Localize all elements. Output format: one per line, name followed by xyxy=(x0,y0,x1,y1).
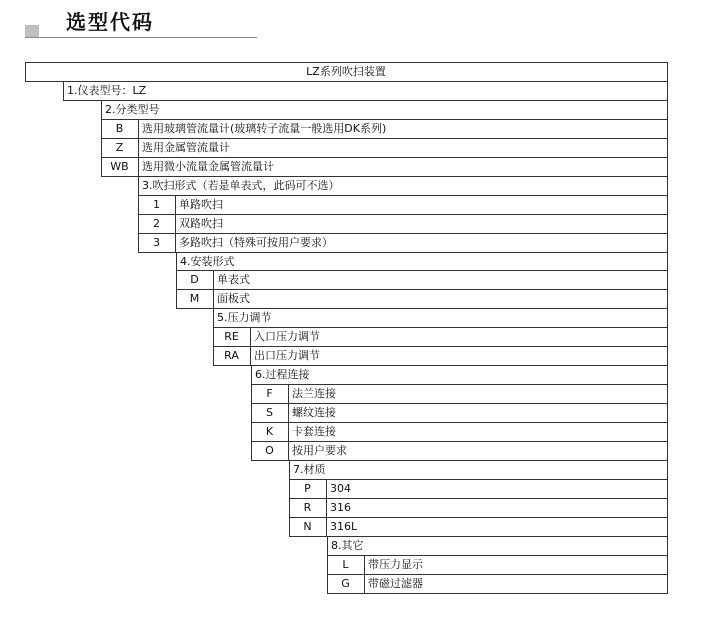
option-code-2-2: Z xyxy=(115,140,124,154)
code-column-line xyxy=(213,270,214,309)
option-desc-6-4: 按用户要求 xyxy=(292,444,347,457)
section-right-line xyxy=(667,536,668,594)
section-right-line xyxy=(667,308,668,366)
option-code-5-2: RA xyxy=(224,349,239,363)
option-code-6-4: O xyxy=(265,444,274,457)
option-code-8-2: G xyxy=(341,576,350,590)
code-column-line xyxy=(250,327,251,366)
option-desc-6-3: 卡套连接 xyxy=(292,425,336,439)
option-desc-2-3: 选用微小流量金属管流量计 xyxy=(142,159,274,173)
section-title-6: 6.过程连接 xyxy=(255,368,310,382)
option-code-4-1: D xyxy=(190,273,199,287)
section-title-1: 1.仪表型号：LZ xyxy=(67,83,147,97)
section-left-line xyxy=(101,100,102,177)
option-desc-8-1: 带压力显示 xyxy=(368,557,423,571)
section-right-line xyxy=(667,176,668,253)
page-title: 选型代码 xyxy=(66,10,154,34)
option-desc-8-2: 带磁过滤器 xyxy=(368,576,423,590)
option-desc-7-1: 304 xyxy=(330,481,351,495)
section-title-5: 5.压力调节 xyxy=(217,311,272,325)
option-desc-2-1: 选用玻璃管流量计(玻璃转子流量一般选用DK系列) xyxy=(142,121,387,135)
series-header: LZ系列吹扫装置 xyxy=(306,65,386,78)
section-left-line xyxy=(213,308,214,366)
code-column-line xyxy=(364,555,365,594)
option-code-8-1: L xyxy=(342,557,349,571)
section-left-line xyxy=(289,460,290,537)
section-left-line xyxy=(63,81,64,101)
option-desc-4-2: 面板式 xyxy=(217,292,250,306)
option-row-line xyxy=(327,593,668,594)
section-left-line xyxy=(251,365,252,461)
section-right-line xyxy=(667,460,668,537)
code-column-line xyxy=(138,119,139,177)
section-title-2: 2.分类型号 xyxy=(105,102,160,116)
option-desc-5-2: 出口压力调节 xyxy=(254,349,320,363)
option-code-3-2: 2 xyxy=(153,216,160,230)
option-desc-7-2: 316 xyxy=(330,500,351,514)
option-code-3-1: 1 xyxy=(153,197,160,211)
option-code-6-3: K xyxy=(265,425,274,439)
section-title-7: 7.材质 xyxy=(293,462,326,476)
section-right-line xyxy=(667,81,668,101)
code-column-line xyxy=(326,479,327,537)
title-marker xyxy=(25,25,39,37)
option-desc-3-1: 单路吹扫 xyxy=(179,197,223,211)
option-code-2-1: B xyxy=(115,121,124,135)
section-title-8: 8.其它 xyxy=(331,538,364,552)
section-title-4: 4.安装形式 xyxy=(180,254,235,268)
section-left-line xyxy=(327,536,328,594)
option-desc-2-2: 选用金属管流量计 xyxy=(142,140,230,154)
option-code-3-3: 3 xyxy=(153,235,160,249)
option-code-7-3: N xyxy=(303,519,312,533)
option-desc-7-3: 316L xyxy=(330,519,358,533)
section-right-line xyxy=(667,252,668,310)
header-right-line xyxy=(667,62,668,81)
section-left-line xyxy=(138,176,139,253)
code-column-line xyxy=(175,195,176,253)
option-code-4-2: M xyxy=(189,292,200,306)
option-desc-4-1: 单表式 xyxy=(217,273,250,287)
section-right-line xyxy=(667,365,668,461)
section-right-line xyxy=(667,100,668,177)
code-column-line xyxy=(288,384,289,461)
option-code-2-3: WB xyxy=(110,159,129,173)
option-code-6-1: F xyxy=(266,387,273,401)
option-desc-6-1: 法兰连接 xyxy=(292,387,336,401)
section-left-line xyxy=(176,252,177,310)
option-desc-3-2: 双路吹扫 xyxy=(179,216,223,230)
option-code-7-2: R xyxy=(303,500,312,514)
option-code-7-1: P xyxy=(304,481,311,495)
option-code-5-1: RE xyxy=(224,330,239,344)
section-title-3: 3.吹扫形式（若是单表式，此码可不选） xyxy=(142,178,340,192)
option-code-6-2: S xyxy=(266,406,273,420)
option-desc-5-1: 入口压力调节 xyxy=(254,330,320,344)
title-underline xyxy=(25,37,257,38)
option-desc-3-3: 多路吹扫（特殊可按用户要求） xyxy=(179,235,333,249)
option-desc-6-2: 螺纹连接 xyxy=(292,406,336,420)
